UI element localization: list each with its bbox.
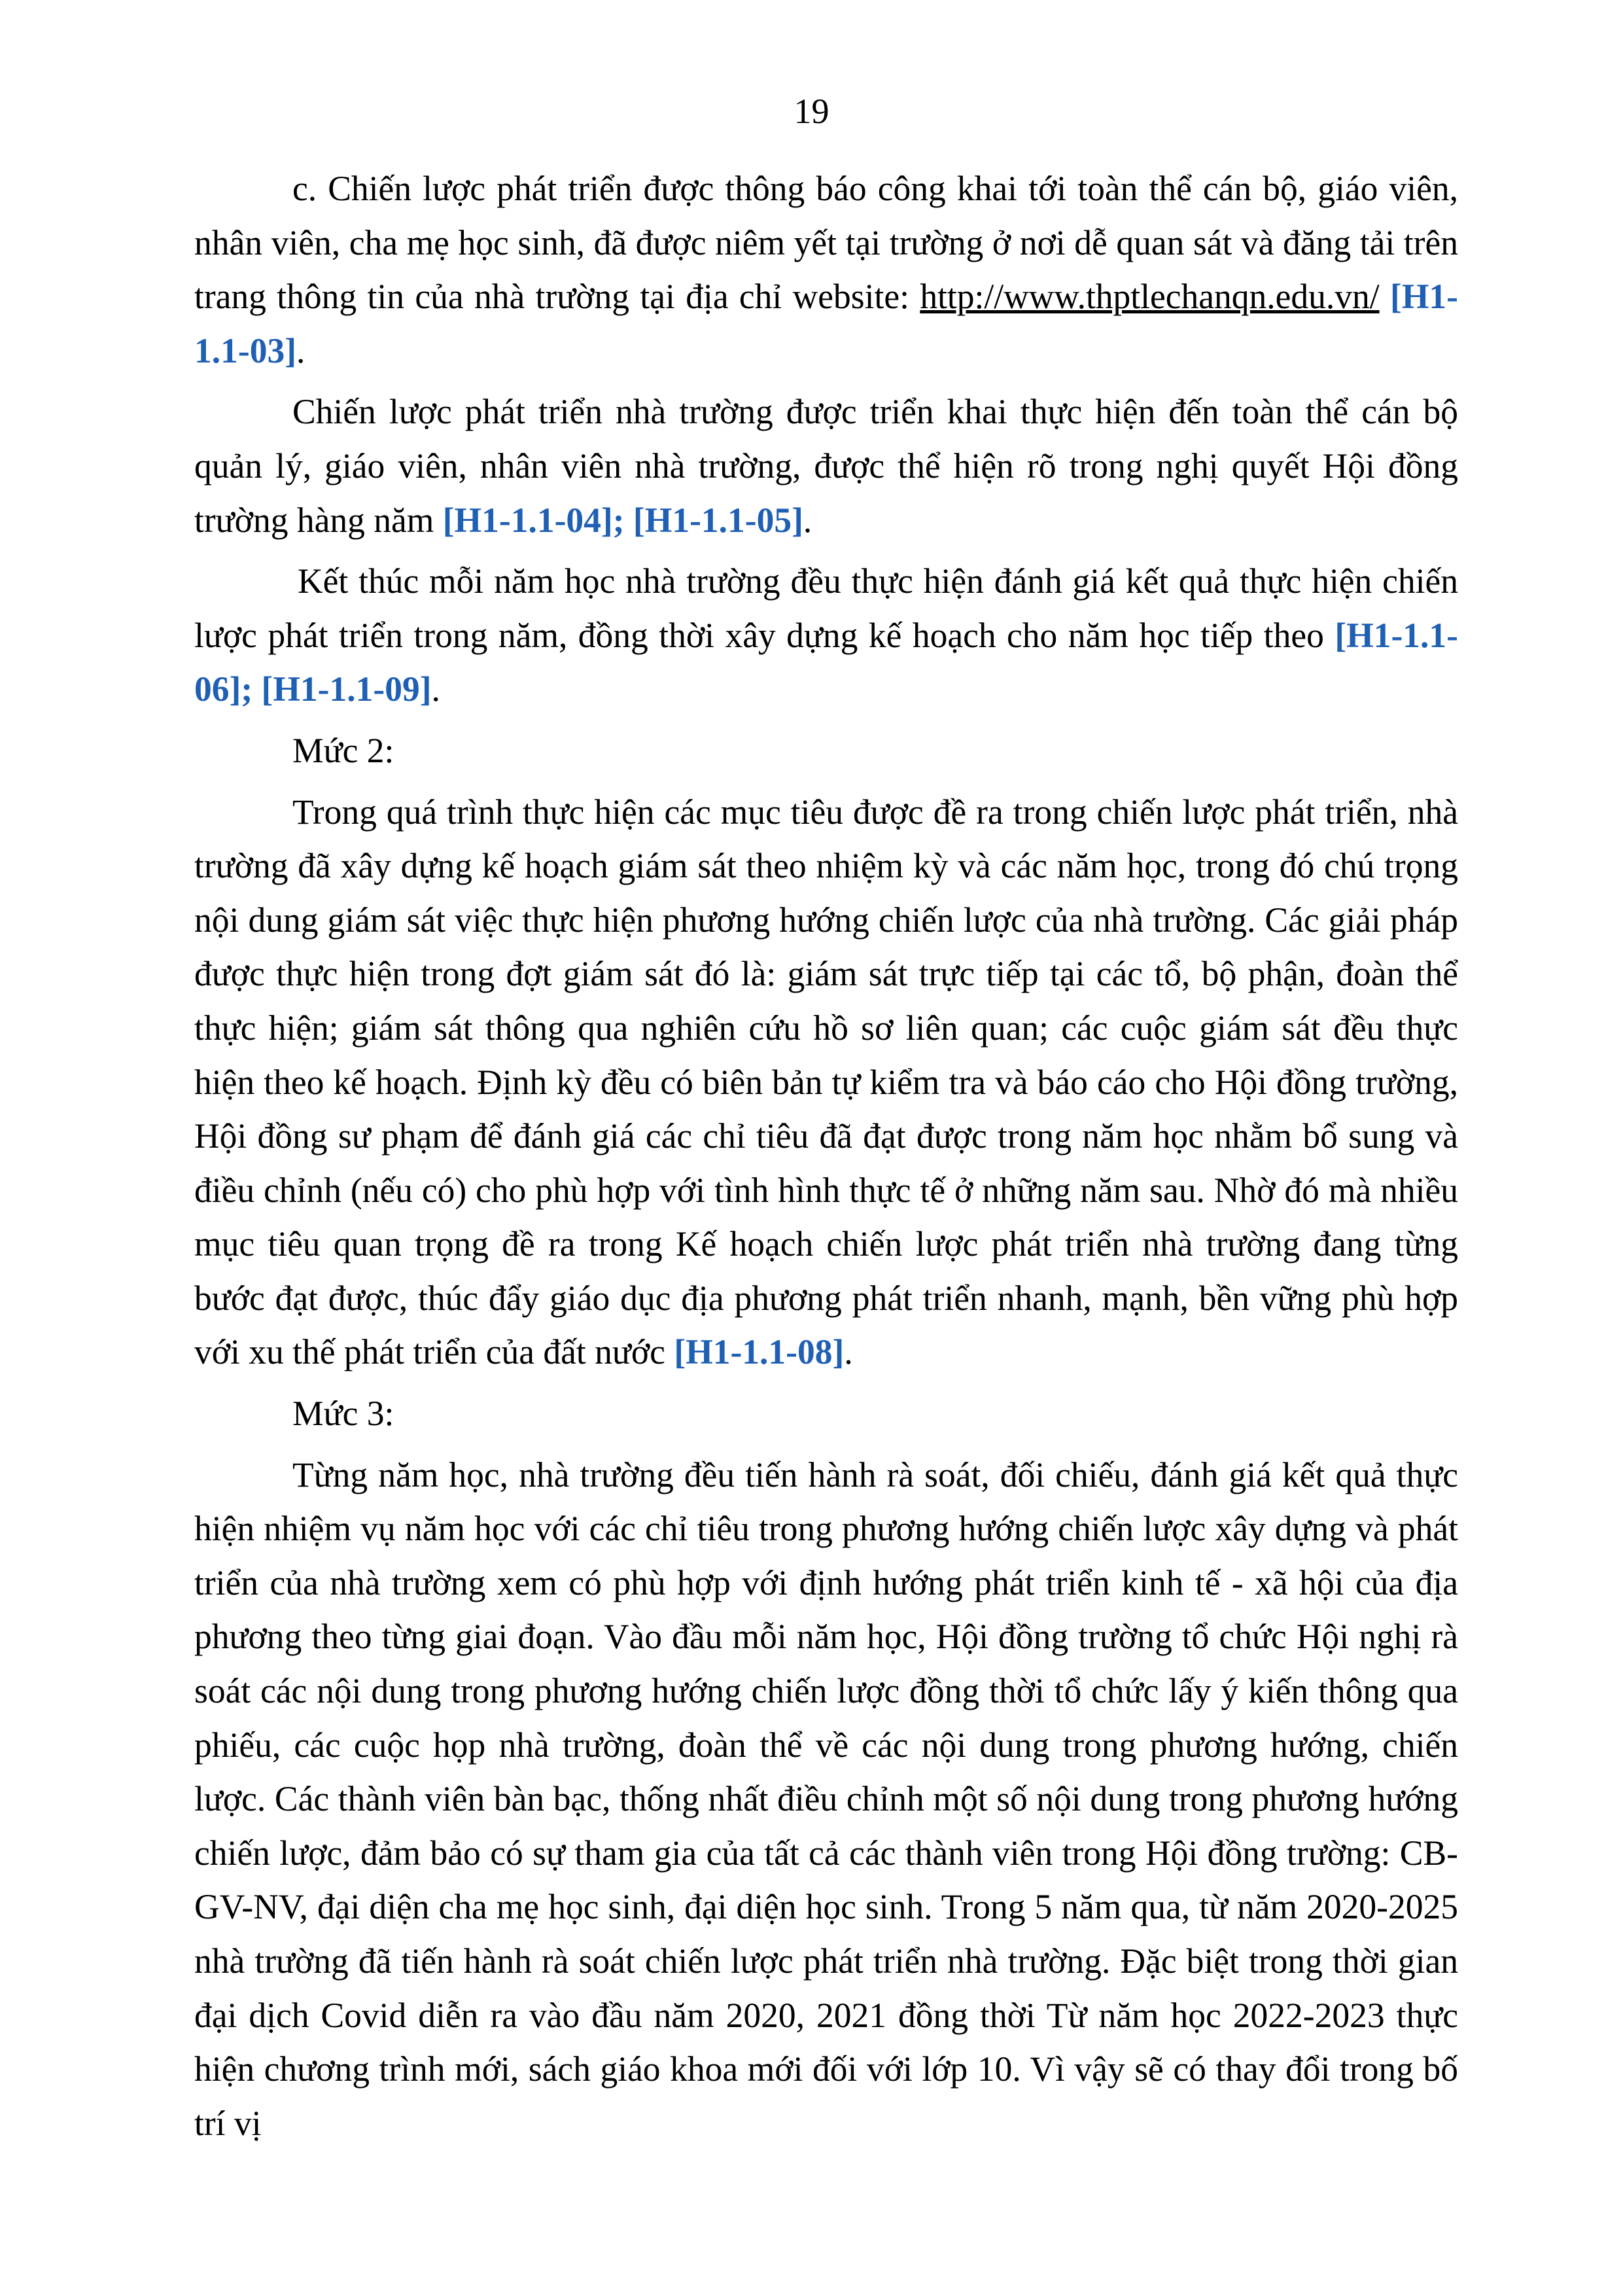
document-body — [194, 162, 1458, 2150]
evidence-reference: [H1-1.1-08] — [674, 1332, 845, 1372]
paragraph-text: Từng năm học, nhà trường đều tiến hành rà soát, đối chiếu, đánh giá kết quả thực hiện nhiệm vụ năm học với các chỉ tiêu trong phương hướng chiến lược xây dựng và phát triển của nhà trường xem có phù hợp với định hướng phát triển kinh tế - xã hội của địa phương theo từng giai đoạn. Vào đầu mỗi năm học, Hội đồng trường tổ chức Hội nghị rà soát các nội dung trong phương hướng chiến lược đồng thời tổ chức lấy ý kiến thông qua phiếu, các cuộc họp nhà trường, đoàn thể về các nội dung trong phương hướng, chiến lược. Các thành viên bàn bạc, thống nhất điều chỉnh một số nội dung trong phương hướng chiến lược, đảm bảo có sự tham gia của tất cả các thành viên trong Hội đồng trường: CB-GV-NV, đại diện cha mẹ học sinh, đại diện học sinh. Trong 5 năm qua, từ năm 2020-2025 nhà trường đã tiến hành rà soát chiến lược phát triển nhà trường. Đặc biệt trong thời gian đại dịch Covid diễn ra vào đầu năm 2020, 2021 đồng thời Từ năm học 2022-2023 thực hiện chương trình mới, sách giáo khoa mới đối với lớp 10. Vì vậy sẽ có thay đổi trong bố trí vị — [194, 1455, 1458, 2143]
page-number: 19 — [794, 92, 829, 131]
paragraph-level-3 — [194, 1448, 1458, 2151]
level-3-heading: Mức 3: — [292, 1394, 394, 1434]
evidence-reference: [H1-1.1-04]; [H1-1.1-05] — [442, 500, 803, 540]
paragraph-text: c. Chiến lược phát triển được thông báo công khai tới toàn thể cán bộ, giáo viên, nhân viên, cha mẹ học sinh, đã được niêm yết tại trường ở nơi dễ quan sát và đăng tải trên trang thông tin của nhà trường tại địa chỉ website: — [194, 169, 1458, 317]
paragraph-end: . — [296, 330, 305, 370]
level-2-heading: Mức 2: — [292, 730, 394, 770]
paragraph-end: . — [431, 669, 440, 709]
paragraph-annual-evaluation — [194, 554, 1458, 716]
paragraph-strategy-announcement — [194, 162, 1458, 378]
paragraph-end: . — [803, 500, 812, 540]
paragraph-text: Chiến lược phát triển nhà trường được triển khai thực hiện đến toàn thể cán bộ quản lý, giáo viên, nhân viên nhà trường, được thể hiện rõ trong nghị quyết Hội đồng trường hàng năm — [194, 392, 1458, 540]
paragraph-level-2 — [194, 785, 1458, 1380]
paragraph-text: Trong quá trình thực hiện các mục tiêu được đề ra trong chiến lược phát triển, nhà trường đã xây dựng kế hoạch giám sát theo nhiệm kỳ và các năm học, trong đó chú trọng nội dung giám sát việc thực hiện phương hướng chiến lược của nhà trường. Các giải pháp được thực hiện trong đợt giám sát đó là: giám sát trực tiếp tại các tổ, bộ phận, đoàn thể thực hiện; giám sát thông qua nghiên cứu hồ sơ liên quan; các cuộc giám sát đều thực hiện theo kế hoạch. Định kỳ đều có biên bản tự kiểm tra và báo cáo cho Hội đồng trường, Hội đồng sư phạm để đánh giá các chỉ tiêu đã đạt được trong năm học nhằm bổ sung và điều chỉnh (nếu có) cho phù hợp với tình hình thực tế ở những năm sau. Nhờ đó mà nhiều mục tiêu quan trọng đề ra trong Kế hoạch chiến lược phát triển nhà trường đang từng bước đạt được, thúc đẩy giáo dục địa phương phát triển nhanh, mạnh, bền vững phù hợp với xu thế phát triển của đất nước — [194, 792, 1458, 1372]
website-link[interactable]: http://www.thptlechanqn.edu.vn/ — [920, 277, 1380, 317]
evidence-reference: [H1-1.1-03] — [194, 277, 1458, 370]
evidence-reference: [H1-1.1-06]; [H1-1.1-09] — [194, 615, 1458, 709]
paragraph-end: . — [844, 1332, 853, 1372]
paragraph-text: Kết thúc mỗi năm học nhà trường đều thực hiện đánh giá kết quả thực hiện chiến lược phát triển trong năm, đồng thời xây dựng kế hoạch cho năm học tiếp theo — [194, 561, 1458, 655]
paragraph-strategy-implementation — [194, 385, 1458, 547]
